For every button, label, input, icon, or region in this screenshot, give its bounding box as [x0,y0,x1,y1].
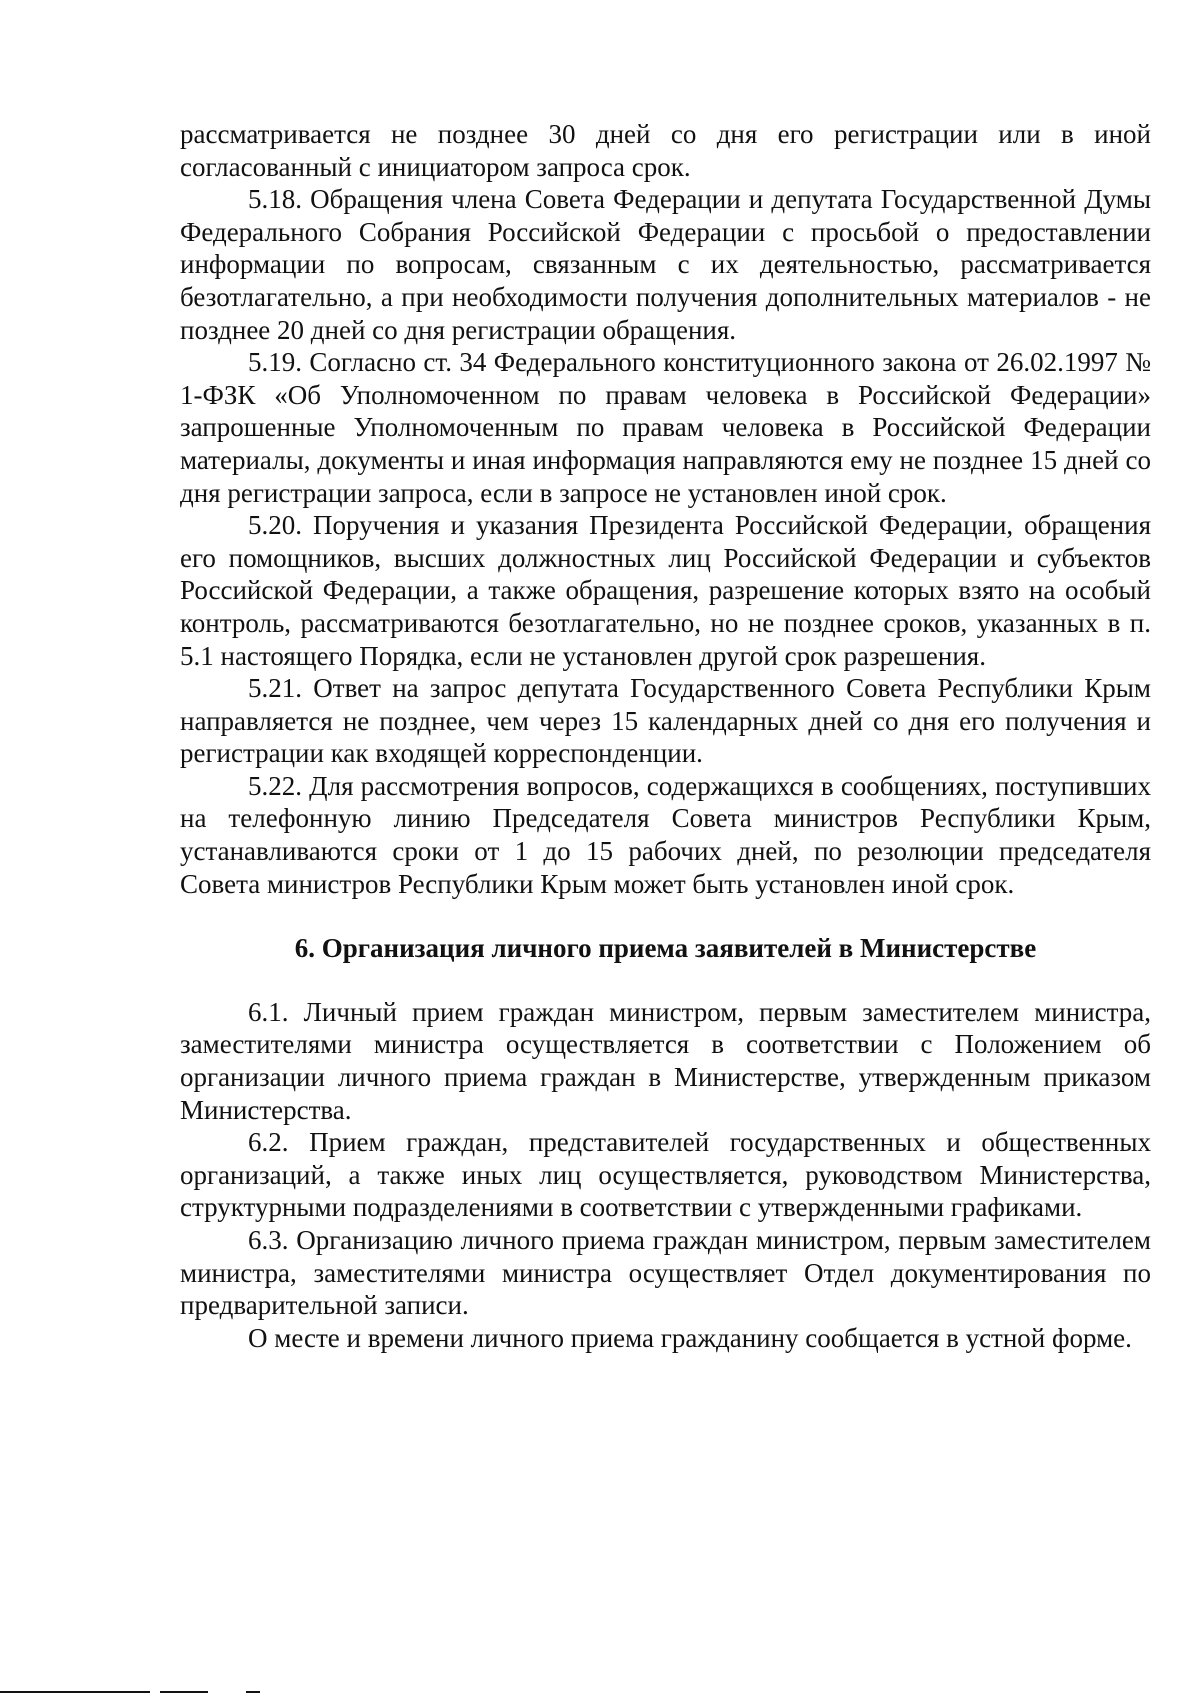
paragraph-6-2: 6.2. Прием граждан, представителей государственных и общественных организаций, а также иных лиц осуществляется, руководством Министерства, структурными подразделениями в соответствии с утвержденными графиками. [180,1127,1151,1223]
paragraph-6-1: 6.1. Личный прием граждан министром, первым заместителем министра, заместителями министра осуществляется в соответствии с Положением об организации личного приема граждан в Министерстве, утвержденным приказом Министерства. [180,996,1151,1125]
paragraph-5-18: 5.18. Обращения члена Совета Федерации и депутата Государственной Думы Федерального Собрания Российской Федерации с просьбой о предоставлении информации по вопросам, связанным с их деятельностью, рассматривается безотлагательно, а при необходимости получения дополнительных материалов - не позднее 20 дней со дня регистрации обращения. [180,184,1151,345]
paragraph-5-20: 5.20. Поручения и указания Президента Российской Федерации, обращения его помощников, высших должностных лиц Российской Федерации и субъектов Российской Федерации, а также обращения, разрешение которых взято на особый контроль, рассматриваются безотлагательно, но не позднее сроков, указанных в п. 5.1 настоящего Порядка, если не установлен другой срок разрешения. [180,510,1151,671]
paragraph-reception-notice: О месте и времени личного приема гражданину сообщается в устной форме. [248,1322,1132,1353]
paragraph-5-19: 5.19. Согласно ст. 34 Федерального конституционного закона от 26.02.1997 № 1-ФЗК «Об Уполномоченном по правам человека в Российской Федерации» запрошенные Уполномоченным по правам человека в Российской Федерации материалы, документы и иная информация направляются ему не позднее 15 дней со дня регистрации запроса, если в запросе не установлен иной срок. [180,347,1151,508]
paragraph-continuation: рассматривается не позднее 30 дней со дня его регистрации или в иной согласованный с инициатором запроса срок. [180,119,1151,182]
paragraph-5-21: 5.21. Ответ на запрос депутата Государственного Совета Республики Крым направляется не позднее, чем через 15 календарных дней со дня его получения и регистрации как входящей корреспонденции. [180,673,1151,769]
footer-rule [0,1685,310,1695]
paragraph-5-22: 5.22. Для рассмотрения вопросов, содержащихся в сообщениях, поступивших на телефонную линию Председателя Совета министров Республики Крым, устанавливаются сроки от 1 до 15 рабочих дней, по резолюции председателя Совета министров Республики Крым может быть установлен иной срок. [180,770,1151,899]
paragraph-6-3: 6.3. Организацию личного приема граждан министром, первым заместителем министра, заместителями министра осуществляет Отдел документирования по предварительной записи. [180,1225,1151,1321]
document-body [180,118,1151,1354]
section-heading: 6. Организация личного приема заявителей в Министерстве [294,933,1037,964]
